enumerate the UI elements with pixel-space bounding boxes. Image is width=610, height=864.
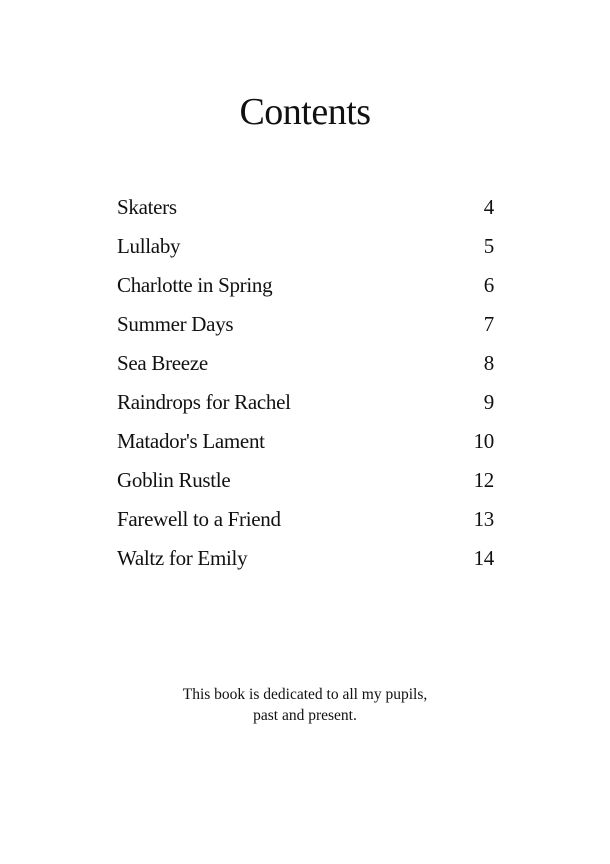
toc-entry — [117, 546, 494, 585]
toc-entry — [117, 312, 494, 351]
toc-entry — [117, 468, 494, 507]
toc-entry-page: 8 — [483, 351, 494, 375]
toc-entry-page: 14 — [473, 546, 494, 570]
toc-entry-title: Skaters — [117, 195, 177, 219]
toc-entry — [117, 390, 494, 429]
dedication-line: This book is dedicated to all my pupils, — [182, 686, 428, 703]
dedication-line: past and present. — [253, 707, 357, 724]
toc-entry-title: Lullaby — [117, 234, 181, 258]
table-of-contents — [117, 195, 494, 585]
toc-entry-page: 9 — [483, 390, 494, 414]
toc-entry — [117, 234, 494, 273]
toc-entry-title: Waltz for Emily — [117, 546, 248, 570]
toc-entry-title: Goblin Rustle — [117, 468, 231, 492]
dedication — [0, 684, 610, 726]
toc-entry-page: 6 — [483, 273, 494, 297]
toc-entry — [117, 195, 494, 234]
toc-entry-page: 13 — [473, 507, 494, 531]
toc-entry-title: Matador's Lament — [117, 429, 265, 453]
toc-entry — [117, 273, 494, 312]
toc-entry-title: Charlotte in Spring — [117, 273, 273, 297]
toc-entry-title: Summer Days — [117, 312, 234, 336]
toc-entry-page: 7 — [483, 312, 494, 336]
toc-entry-page: 12 — [473, 468, 494, 492]
toc-entry-page: 5 — [483, 234, 494, 258]
toc-entry-title: Farewell to a Friend — [117, 507, 281, 531]
toc-entry-title: Sea Breeze — [117, 351, 208, 375]
toc-entry-title: Raindrops for Rachel — [117, 390, 291, 414]
toc-entry — [117, 507, 494, 546]
toc-entry — [117, 351, 494, 390]
toc-entry-page: 10 — [473, 429, 494, 453]
page-title: Contents — [239, 91, 371, 133]
toc-entry-page: 4 — [483, 195, 494, 219]
toc-entry — [117, 429, 494, 468]
